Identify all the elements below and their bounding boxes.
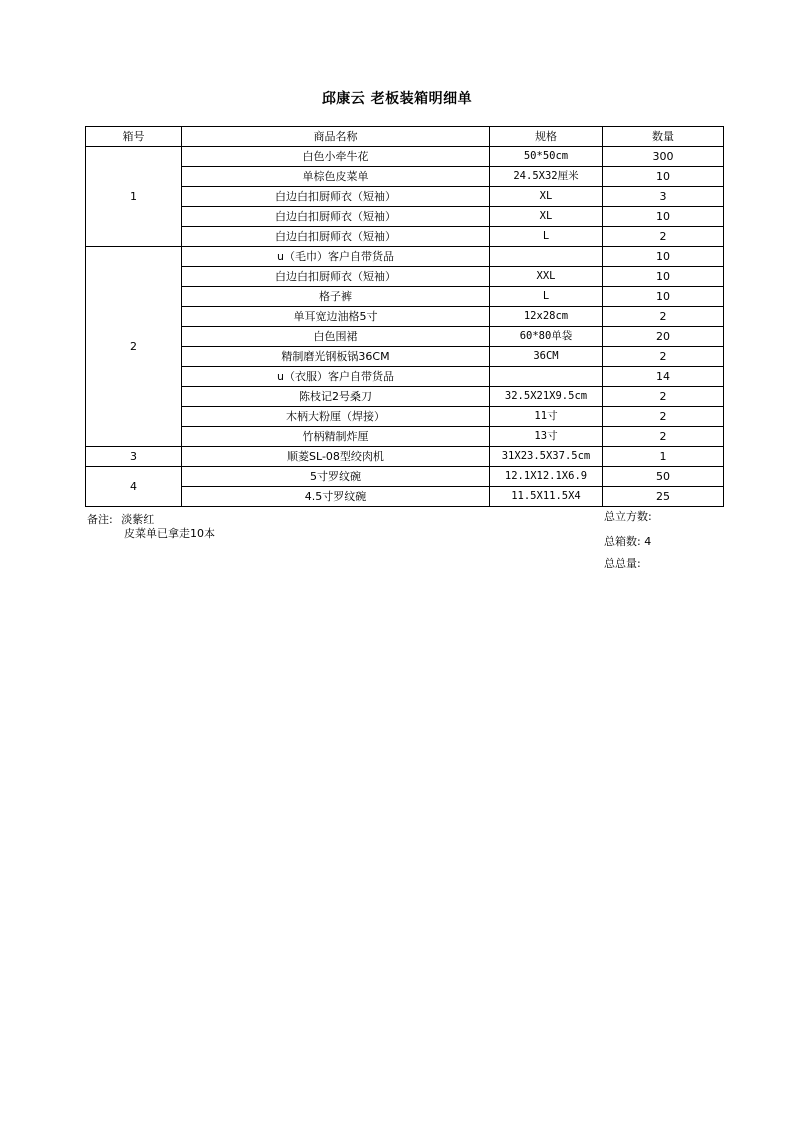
- product-name-cell: 木柄大粉厘（焊接）: [182, 407, 490, 427]
- product-name-cell: 白边白扣厨师衣（短袖）: [182, 227, 490, 247]
- quantity-cell: 10: [603, 267, 724, 287]
- table-row: [86, 347, 724, 367]
- spec-cell: XL: [490, 187, 603, 207]
- quantity-cell: 2: [603, 227, 724, 247]
- quantity-cell: 2: [603, 407, 724, 427]
- product-name-cell: 白色小牵牛花: [182, 147, 490, 167]
- table-row: [86, 487, 724, 507]
- spec-cell: XL: [490, 207, 603, 227]
- page-title: 邱康云 老板装箱明细单: [321, 91, 473, 107]
- table-header-row: [86, 127, 724, 147]
- spec-cell: [490, 367, 603, 387]
- notes-block: [87, 513, 215, 541]
- header-product-name: 商品名称: [182, 127, 490, 147]
- quantity-cell: 2: [603, 427, 724, 447]
- product-name-cell: 顺菱SL-08型绞肉机: [182, 447, 490, 467]
- table-row: [86, 407, 724, 427]
- total-boxes: 总箱数: 4: [604, 535, 652, 548]
- header-box-number: 箱号: [86, 127, 182, 147]
- product-name-cell: u（毛巾）客户自带货品: [182, 247, 490, 267]
- product-name-cell: 白边白扣厨师衣（短袖）: [182, 207, 490, 227]
- quantity-cell: 14: [603, 367, 724, 387]
- spec-cell: 24.5X32厘米: [490, 167, 603, 187]
- spec-cell: [490, 247, 603, 267]
- quantity-cell: 10: [603, 167, 724, 187]
- quantity-cell: 2: [603, 307, 724, 327]
- header-spec: 规格: [490, 127, 603, 147]
- product-name-cell: u（衣服）客户自带货品: [182, 367, 490, 387]
- product-name-cell: 单耳宽边油格5寸: [182, 307, 490, 327]
- table-row: [86, 267, 724, 287]
- table-row: [86, 207, 724, 227]
- total-weight: 总总量:: [604, 557, 641, 570]
- total-volume: 总立方数:: [604, 510, 652, 523]
- quantity-cell: 300: [603, 147, 724, 167]
- quantity-cell: 10: [603, 287, 724, 307]
- box-number-cell: 2: [86, 247, 182, 447]
- quantity-cell: 1: [603, 447, 724, 467]
- spec-cell: 60*80单袋: [490, 327, 603, 347]
- spec-cell: 12.1X12.1X6.9: [490, 467, 603, 487]
- table-body: [86, 147, 724, 507]
- table-row: [86, 227, 724, 247]
- spec-cell: 31X23.5X37.5cm: [490, 447, 603, 467]
- box-number-cell: 3: [86, 447, 182, 467]
- table-row: [86, 167, 724, 187]
- quantity-cell: 50: [603, 467, 724, 487]
- table-row: [86, 247, 724, 267]
- quantity-cell: 2: [603, 347, 724, 367]
- product-name-cell: 5寸罗纹碗: [182, 467, 490, 487]
- product-name-cell: 白色围裙: [182, 327, 490, 347]
- quantity-cell: 3: [603, 187, 724, 207]
- table-row: [86, 427, 724, 447]
- product-name-cell: 竹柄精制炸厘: [182, 427, 490, 447]
- spec-cell: 50*50cm: [490, 147, 603, 167]
- spec-cell: 11寸: [490, 407, 603, 427]
- table-row: [86, 307, 724, 327]
- spec-cell: 11.5X11.5X4: [490, 487, 603, 507]
- table-row: [86, 287, 724, 307]
- quantity-cell: 20: [603, 327, 724, 347]
- spec-cell: 13寸: [490, 427, 603, 447]
- spec-cell: 36CM: [490, 347, 603, 367]
- spec-cell: L: [490, 227, 603, 247]
- product-name-cell: 格子裤: [182, 287, 490, 307]
- header-quantity: 数量: [603, 127, 724, 147]
- table-row: [86, 387, 724, 407]
- quantity-cell: 10: [603, 247, 724, 267]
- quantity-cell: 10: [603, 207, 724, 227]
- table-row: [86, 467, 724, 487]
- spec-cell: XXL: [490, 267, 603, 287]
- table-row: [86, 147, 724, 167]
- notes-line-2: 皮菜单已拿走10本: [124, 527, 215, 540]
- table-row: [86, 367, 724, 387]
- product-name-cell: 陈枝记2号桑刀: [182, 387, 490, 407]
- notes-label: 备注:: [87, 513, 113, 526]
- box-number-cell: 4: [86, 467, 182, 507]
- quantity-cell: 2: [603, 387, 724, 407]
- notes-line-1: 淡紫红: [121, 513, 155, 526]
- table-row: [86, 447, 724, 467]
- product-name-cell: 白边白扣厨师衣（短袖）: [182, 187, 490, 207]
- product-name-cell: 精制磨光钢板锅36CM: [182, 347, 490, 367]
- packing-table: [85, 126, 724, 507]
- spec-cell: 32.5X21X9.5cm: [490, 387, 603, 407]
- product-name-cell: 4.5寸罗纹碗: [182, 487, 490, 507]
- spec-cell: L: [490, 287, 603, 307]
- table-row: [86, 327, 724, 347]
- quantity-cell: 25: [603, 487, 724, 507]
- product-name-cell: 单棕色皮菜单: [182, 167, 490, 187]
- product-name-cell: 白边白扣厨师衣（短袖）: [182, 267, 490, 287]
- table-row: [86, 187, 724, 207]
- spec-cell: 12x28cm: [490, 307, 603, 327]
- box-number-cell: 1: [86, 147, 182, 247]
